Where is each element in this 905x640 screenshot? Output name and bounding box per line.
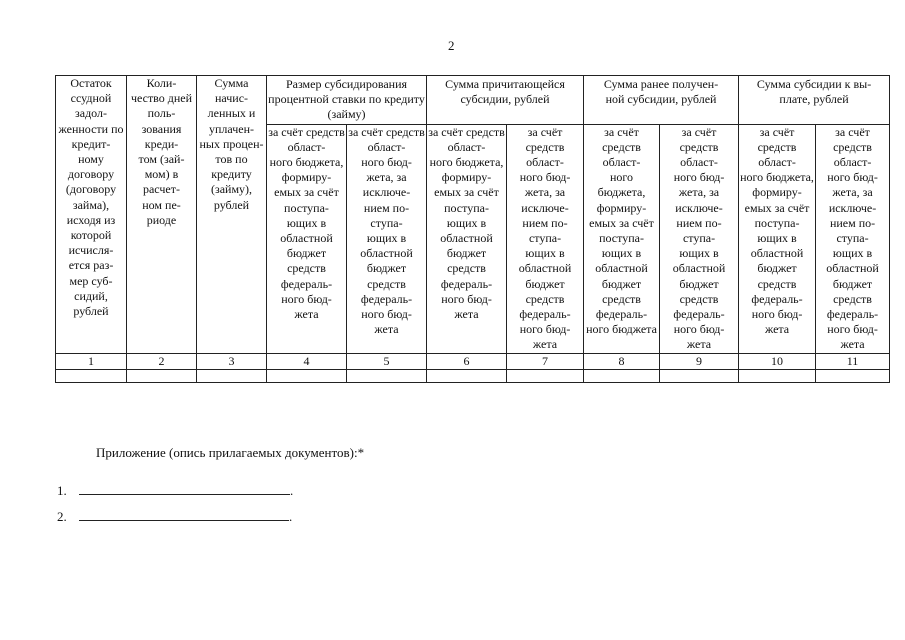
column-number: 3 [197, 353, 267, 369]
column-number: 9 [660, 353, 739, 369]
page-number: 2 [448, 38, 455, 53]
subheader-federal-payable: за счёт средств област- ного бюджета, формиру- емых за счёт поступа- ющих в областной бюджет средств федераль- ного бюд- жета [739, 124, 816, 353]
appendix-item-end: . [289, 509, 293, 524]
empty-cell[interactable] [267, 369, 347, 382]
empty-cell[interactable] [56, 369, 127, 382]
empty-cell[interactable] [347, 369, 427, 382]
appendix-item-blank-line[interactable] [79, 482, 290, 495]
empty-cell[interactable] [507, 369, 584, 382]
empty-cell[interactable] [660, 369, 739, 382]
column-number: 1 [56, 353, 127, 369]
appendix-item [57, 482, 293, 499]
appendix-item-end: . [290, 483, 294, 498]
subheader-federal-rate: за счёт средств област- ного бюджета, формиру- емых за счёт поступа- ющих в областной бюджет средств федераль- ного бюд- жета [267, 124, 347, 353]
column-number: 7 [507, 353, 584, 369]
appendix-title: Приложение (опись прилагаемых документов):* [96, 445, 365, 460]
table-row [56, 369, 890, 382]
empty-cell[interactable] [739, 369, 816, 382]
group-header-payable-subsidy: Сумма субсидии к вы- плате, рублей [739, 76, 890, 125]
empty-cell[interactable] [127, 369, 197, 382]
appendix-item [57, 508, 292, 525]
column-number: 4 [267, 353, 347, 369]
appendix-item-blank-line[interactable] [79, 508, 289, 521]
column-number: 5 [347, 353, 427, 369]
subheader-regional-rate: за счёт средств област- ного бюд- жета, за исключе- нием по- ступа- ющих в областной бюджет средств федераль- ного бюд- жета [347, 124, 427, 353]
col-header-days: Коли- чество дней поль- зования креди- том (зай- мом) в расчет- ном пе- риоде [127, 76, 197, 354]
subheader-regional-due: за счёт средств област- ного бюд- жета, за исключе- нием по- ступа- ющих в областной бюджет средств федераль- ного бюд- жета [507, 124, 584, 353]
col-header-loan-balance: Остаток ссудной задол- женности по кредит- ному договору (договору займа), исходя из которой исчисля- ется раз- мер суб- сидий, рублей [56, 76, 127, 354]
group-header-due-subsidy: Сумма причитающейся субсидии, рублей [427, 76, 584, 125]
subheader-regional-received: за счёт средств област- ного бюд- жета, за исключе- нием по- ступа- ющих в областной бюджет средств федераль- ного бюд- жета [660, 124, 739, 353]
empty-cell[interactable] [816, 369, 890, 382]
column-number: 6 [427, 353, 507, 369]
column-number: 8 [584, 353, 660, 369]
subheader-regional-payable: за счёт средств област- ного бюд- жета, за исключе- нием по- ступа- ющих в областной бюджет средств федераль- ного бюд- жета [816, 124, 890, 353]
appendix-item-number: 1. [57, 483, 67, 498]
column-number: 10 [739, 353, 816, 369]
column-number: 11 [816, 353, 890, 369]
col-header-interest-sum: Сумма начис- ленных и уплачен- ных процен- тов по кредиту (займу), рублей [197, 76, 267, 354]
empty-cell[interactable] [197, 369, 267, 382]
group-header-received-subsidy: Сумма ранее получен- ной субсидии, рублей [584, 76, 739, 125]
subheader-federal-due: за счёт средств област- ного бюджета, формиру- емых за счёт поступа- ющих в областной бюджет средств федераль- ного бюд- жета [427, 124, 507, 353]
empty-cell[interactable] [584, 369, 660, 382]
appendix-item-number: 2. [57, 509, 67, 524]
group-header-rate: Размер субсидирования процентной ставки по кредиту (займу) [267, 76, 427, 125]
subheader-federal-received: за счёт средств област- ного бюджета, формиру- емых за счёт поступа- ющих в областной бюджет средств федераль- ного бюджета [584, 124, 660, 353]
empty-cell[interactable] [427, 369, 507, 382]
subsidy-table [55, 75, 890, 383]
column-number: 2 [127, 353, 197, 369]
